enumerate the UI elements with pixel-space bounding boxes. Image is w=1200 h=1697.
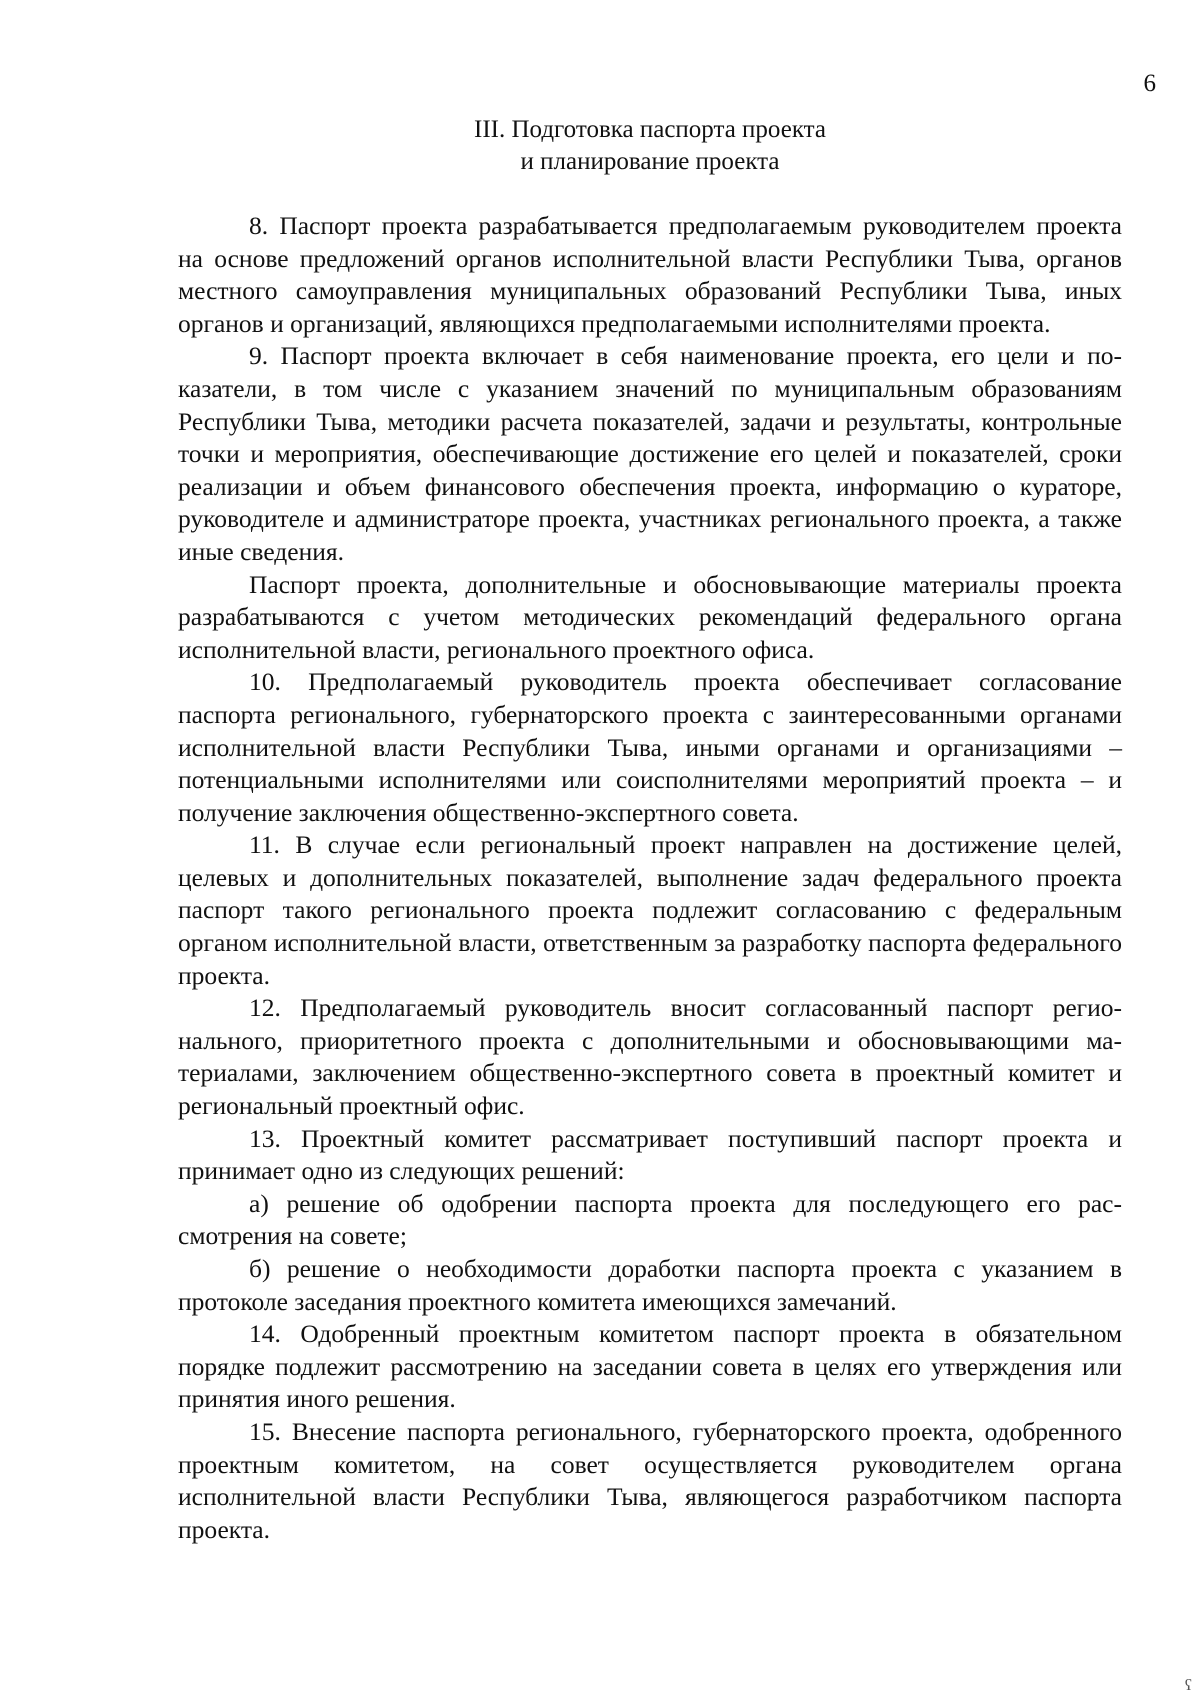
paragraph-item-8: 8. Паспорт проекта разрабатывается предполагаемым руководителем проекта на основе предложений органов исполнительной власти Республики Тыва, органов местного самоуправления муниципальных образований Республики Тыва, иных органов и организаций, являющихся предполагаемыми исполнителями проекта. — [178, 211, 1122, 338]
paragraph-item-10: 10. Предполагаемый руководитель проекта обеспечивает согласование паспорта регионального, губернаторского проекта с заинтересованными органами исполнительной власти Республики Тыва, иными органами и организациями – потенциальными исполнителями или соисполнителями мероприятий проекта – и получение заключения общественно-экспертного совета. — [178, 667, 1122, 827]
paragraph-passport-materials: Паспорт проекта, дополнительные и обосновывающие материалы проекта разрабатываются с учетом методических рекомендаций федерального органа исполнительной власти, регионального проектного офиса. — [178, 569, 1122, 664]
section-heading-line-2: и планирование проекта — [520, 148, 780, 175]
paragraph-item-11: 11. В случае если региональный проект направлен на достижение целей, целевых и дополнительных показателей, выполнение задач федерального проекта паспорт такого регионального проекта подлежит согласованию с федеральным органом исполнительной власти, ответственным за разработку паспорта федерального проекта. — [178, 830, 1122, 990]
paragraph-item-13a: а) решение об одобрении паспорта проекта для последующего его рассмотрения на совете; — [178, 1188, 1122, 1251]
paragraph-item-15: 15. Внесение паспорта регионального, губернаторского проекта, одобренного проектным комитетом, на совет осуществляется руководителем органа исполнительной власти Республики Тыва, являющегося разработчиком паспорта проекта. — [178, 1416, 1122, 1544]
corner-mark: ʕ — [1184, 1677, 1192, 1694]
paragraph-item-13b: б) решение о необходимости доработки паспорта проекта с указанием в протоколе заседания проектного комитета имеющихся замечаний. — [178, 1254, 1122, 1316]
paragraph-item-13: 13. Проектный комитет рассматривает поступивший паспорт проекта и принимает одно из следующих решений: — [178, 1123, 1122, 1186]
document-body — [178, 210, 1122, 1546]
page-number: 6 — [1143, 70, 1156, 97]
paragraph-item-9: 9. Паспорт проекта включает в себя наименование проекта, его цели и показатели, в том числе с указанием значений по муниципальным образованиям Республики Тыва, методики расчета показателей, задачи и результаты, контрольные точки и мероприятия, обеспечивающие достижение его целей и показателей, сроки реализации и объем финансового обеспечения проекта, информацию о кураторе, руководителе и администраторе проекта, участниках регионального проекта, а также иные сведения. — [178, 341, 1122, 566]
paragraph-item-12: 12. Предполагаемый руководитель вносит согласованный паспорт регионального, приоритетного проекта с дополнительными и обосновывающими материалами, заключением общественно-экспертного совета в проектный комитет и региональный проектный офис. — [178, 993, 1122, 1121]
section-heading — [178, 114, 1122, 178]
paragraph-item-14: 14. Одобренный проектным комитетом паспорт проекта в обязательном порядке подлежит рассмотрению на заседании совета в целях его утверждения или принятия иного решения. — [178, 1319, 1122, 1414]
section-heading-line-1: III. Подготовка паспорта проекта — [474, 116, 826, 143]
